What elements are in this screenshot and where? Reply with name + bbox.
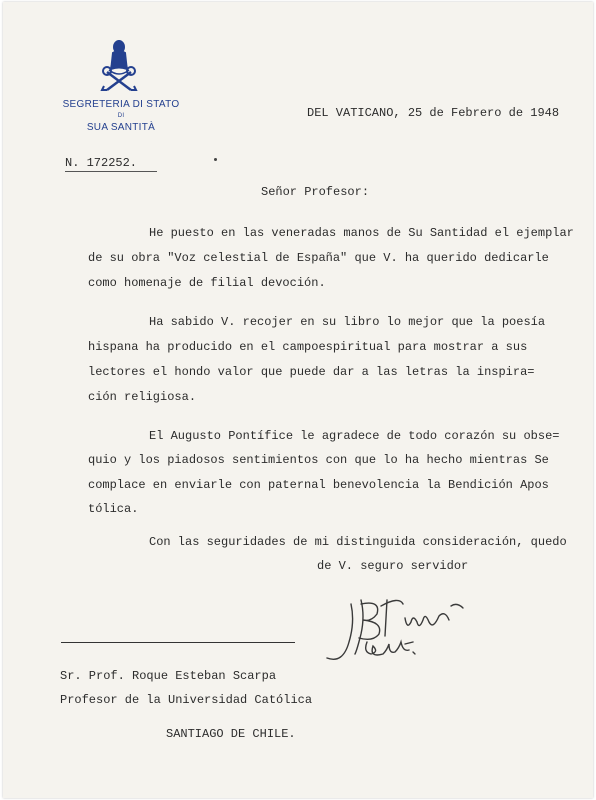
addressee-city: SANTIAGO DE CHILE. [166,727,296,741]
paragraph3-line4: tólica. [88,502,139,516]
separator-line [61,642,295,643]
protocol-number: N. 172252. [65,156,138,170]
paragraph1-line3: como homenaje de filial devoción. [88,276,326,290]
addressee-title: Profesor de la Universidad Católica [60,693,313,707]
paragraph4: Con las seguridades de mi distinguida consideración, quedo [149,535,567,549]
office-name-line2: DI [117,113,125,119]
paragraph3-line1: El Augusto Pontífice le agradece de todo corazón su obse= [149,429,560,443]
office-name-line3: SUA SANTITÀ [86,122,156,133]
office-name-line1: SEGRETERIA DI STATO [62,99,180,110]
salutation: Señor Profesor: [261,185,370,199]
protocol-underline [65,171,157,172]
paragraph2-line1: Ha sabido V. recojer en su libro lo mejor que la poesía [149,315,546,329]
paragraph1-line2: de su obra "Voz celestial de España" que V. ha querido dedicarle [88,251,549,265]
paragraph2-line4: ción religiosa. [88,390,197,404]
paragraph2-line3: lectores el hondo valor que puede dar a las letras la inspira= [88,365,535,379]
ink-dot [214,158,217,161]
addressee-name: Sr. Prof. Roque Esteban Scarpa [60,669,277,683]
letter-page [3,2,593,798]
paragraph2-line2: hispana ha producido en el campoespiritual para mostrar a sus [88,340,528,354]
closing-line: de V. seguro servidor [317,559,469,573]
handwritten-signature [321,592,491,672]
paragraph3-line2: quio y los piadosos sentimientos con que lo ha hecho mientras Se [88,453,549,467]
paragraph3-line3: complace en enviarle con paternal benevolencia la Bendición Apos [88,478,549,492]
paragraph1-line1: He puesto en las veneradas manos de Su Santidad el ejemplar [149,226,574,240]
date-line: DEL VATICANO, 25 de Febrero de 1948 [307,106,560,120]
papal-tiara-keys-icon [99,40,139,92]
